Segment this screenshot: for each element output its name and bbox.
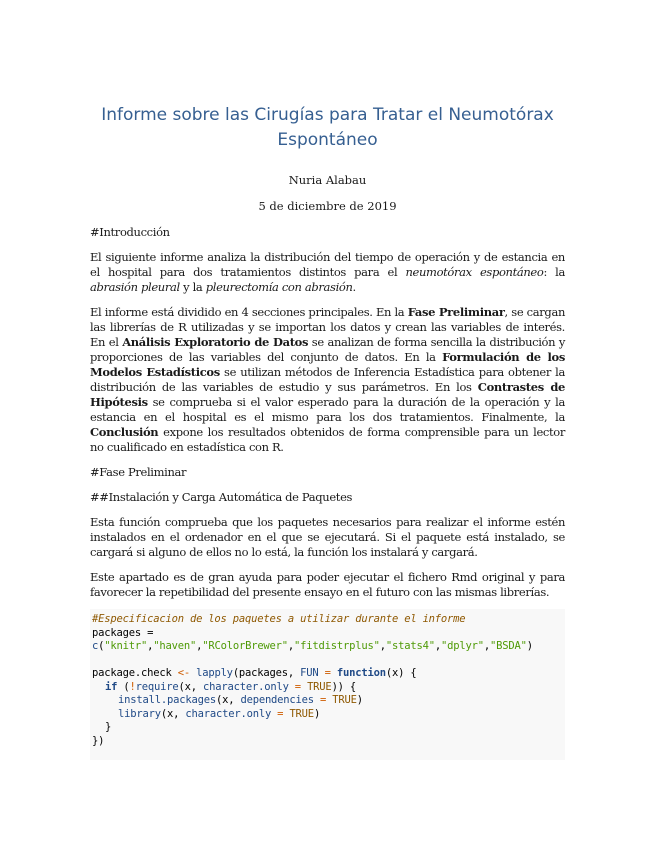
heading-introduccion: #Introducción [90, 225, 170, 239]
bold-fase-preliminar: Fase Preliminar [407, 305, 505, 319]
code-operator: = [140, 626, 154, 639]
paragraph-secciones [90, 305, 565, 455]
code-text: (packages, [232, 667, 301, 679]
code-line [92, 735, 563, 749]
code-text: , [483, 640, 490, 652]
code-text: , [434, 640, 441, 652]
code-function: require [135, 680, 179, 693]
document-title: Informe sobre las Cirugías para Tratar el Neumotórax Espontáneo [101, 105, 554, 150]
code-function: library [118, 707, 161, 720]
code-line [92, 708, 563, 722]
code-text: , [379, 640, 386, 652]
code-text: }) [92, 734, 105, 747]
text-run: : la [543, 265, 565, 279]
document-date: 5 de diciembre de 2019 [258, 199, 397, 213]
code-blank-line [92, 654, 563, 668]
code-text: ( [117, 680, 130, 693]
code-function: c [92, 640, 99, 652]
code-text: , [147, 640, 154, 652]
code-text: package.check [92, 667, 178, 679]
code-text: ) [356, 694, 363, 706]
code-string: "fitdistrplus" [294, 640, 380, 652]
emphasis-abrasion: abrasión pleural [90, 280, 180, 294]
code-string: "haven" [153, 640, 197, 652]
code-operator: = [313, 694, 333, 706]
paragraph-funcion: Esta función comprueba que los paquetes necesarios para realizar el informe estén instalados en el ordenador en el que se ejecutará. Si el paquete está instalado, se cargará si alguno de ellos no lo está, la función los instalará y cargará. [90, 515, 565, 559]
code-operator: <- [177, 667, 190, 679]
code-string: "dplyr" [440, 640, 484, 652]
emphasis-neumotorax: neumotórax espontáneo [405, 265, 544, 279]
bold-formulacion: Formulación de los Modelos Estadísticos [90, 350, 565, 379]
code-operator: = [271, 707, 290, 720]
code-argument: character.only [202, 680, 289, 693]
code-operator: = [288, 680, 308, 693]
code-argument: character.only [185, 707, 272, 720]
code-text: , [196, 640, 203, 652]
text-run: expone los resultados obtenidos de forma comprensible para un lector no cualificado en estadística con R. [90, 425, 565, 454]
code-string: "BSDA" [489, 640, 527, 652]
code-function: install.packages [118, 694, 216, 706]
code-operator: ! [129, 680, 136, 693]
code-text: (x, [160, 707, 186, 720]
text-run: , se cargan las librerías de R utilizadas y se importan los datos y crean las variables de interés. En el [90, 305, 566, 349]
text-run: El informe está dividido en 4 secciones principales. En la [90, 305, 408, 319]
emphasis-pleurectomia: pleurectomía con abrasión [205, 280, 353, 294]
code-line [92, 667, 563, 681]
code-argument: FUN [300, 667, 319, 679]
code-block [90, 609, 565, 760]
code-text: } [105, 721, 112, 733]
paragraph-apartado: Este apartado es de gran ayuda para poder ejecutar el fichero Rmd original y para favorecer la repetibilidad del presente ensayo en el futuro con las mismas librerías. [90, 570, 565, 599]
code-function: lapply [196, 667, 233, 679]
bold-analisis: Análisis Exploratorio de Datos [122, 335, 309, 349]
code-string: "knitr" [104, 640, 148, 652]
text-run: se utilizan métodos de Inferencia Estadística para obtener la distribución de las variables de estudio y sus parámetros. En los [90, 365, 565, 394]
code-line [92, 627, 563, 641]
document-content [90, 103, 565, 760]
bold-contrastes: Contrastes de Hipótesis [90, 380, 565, 409]
code-text: packages [92, 626, 141, 639]
code-string: "RColorBrewer" [202, 640, 288, 652]
code-boolean: TRUE [307, 680, 332, 693]
heading-instalacion: ##Instalación y Carga Automática de Paquetes [90, 490, 353, 504]
code-line [92, 613, 563, 627]
code-line [92, 721, 563, 735]
code-operator: = [318, 667, 337, 679]
text-run: y la [179, 280, 206, 294]
code-comment: #Especificacion de los paquetes a utilizar durante el informe [92, 613, 466, 625]
code-boolean: TRUE [289, 707, 314, 720]
text-run: se comprueba si el valor esperado para la duración de la operación y la estancia en el hospital es el mismo para los dos tratamientos. Finalmente, la [90, 395, 565, 424]
text-run: . [352, 280, 356, 294]
code-line [92, 694, 563, 708]
text-run: El siguiente informe analiza la distribución del tiempo de operación y de estancia en el hospital para dos tratamientos distintos para el [90, 250, 565, 279]
code-boolean: TRUE [332, 694, 357, 706]
bold-conclusion: Conclusión [90, 425, 159, 439]
code-line [92, 640, 563, 654]
code-keyword: if [105, 680, 118, 693]
text-run: se analizan de forma sencilla la distribución y proporciones de las variables del conjunto de datos. En la [90, 335, 565, 364]
code-text: )) { [331, 680, 357, 693]
code-keyword: function [336, 667, 386, 679]
code-argument: dependencies [240, 694, 314, 706]
code-text: (x, [178, 680, 203, 693]
code-text: ) [313, 707, 321, 720]
code-text: ( [98, 640, 105, 652]
code-text: (x) { [385, 667, 417, 679]
paragraph-intro [90, 250, 565, 295]
code-text: ) [526, 640, 533, 652]
code-text: (x, [215, 694, 241, 706]
code-string: "stats4" [385, 640, 435, 652]
document-author: Nuria Alabau [288, 173, 367, 187]
code-line [92, 681, 563, 695]
code-text: , [287, 640, 295, 652]
heading-fase-preliminar: #Fase Preliminar [90, 465, 187, 479]
